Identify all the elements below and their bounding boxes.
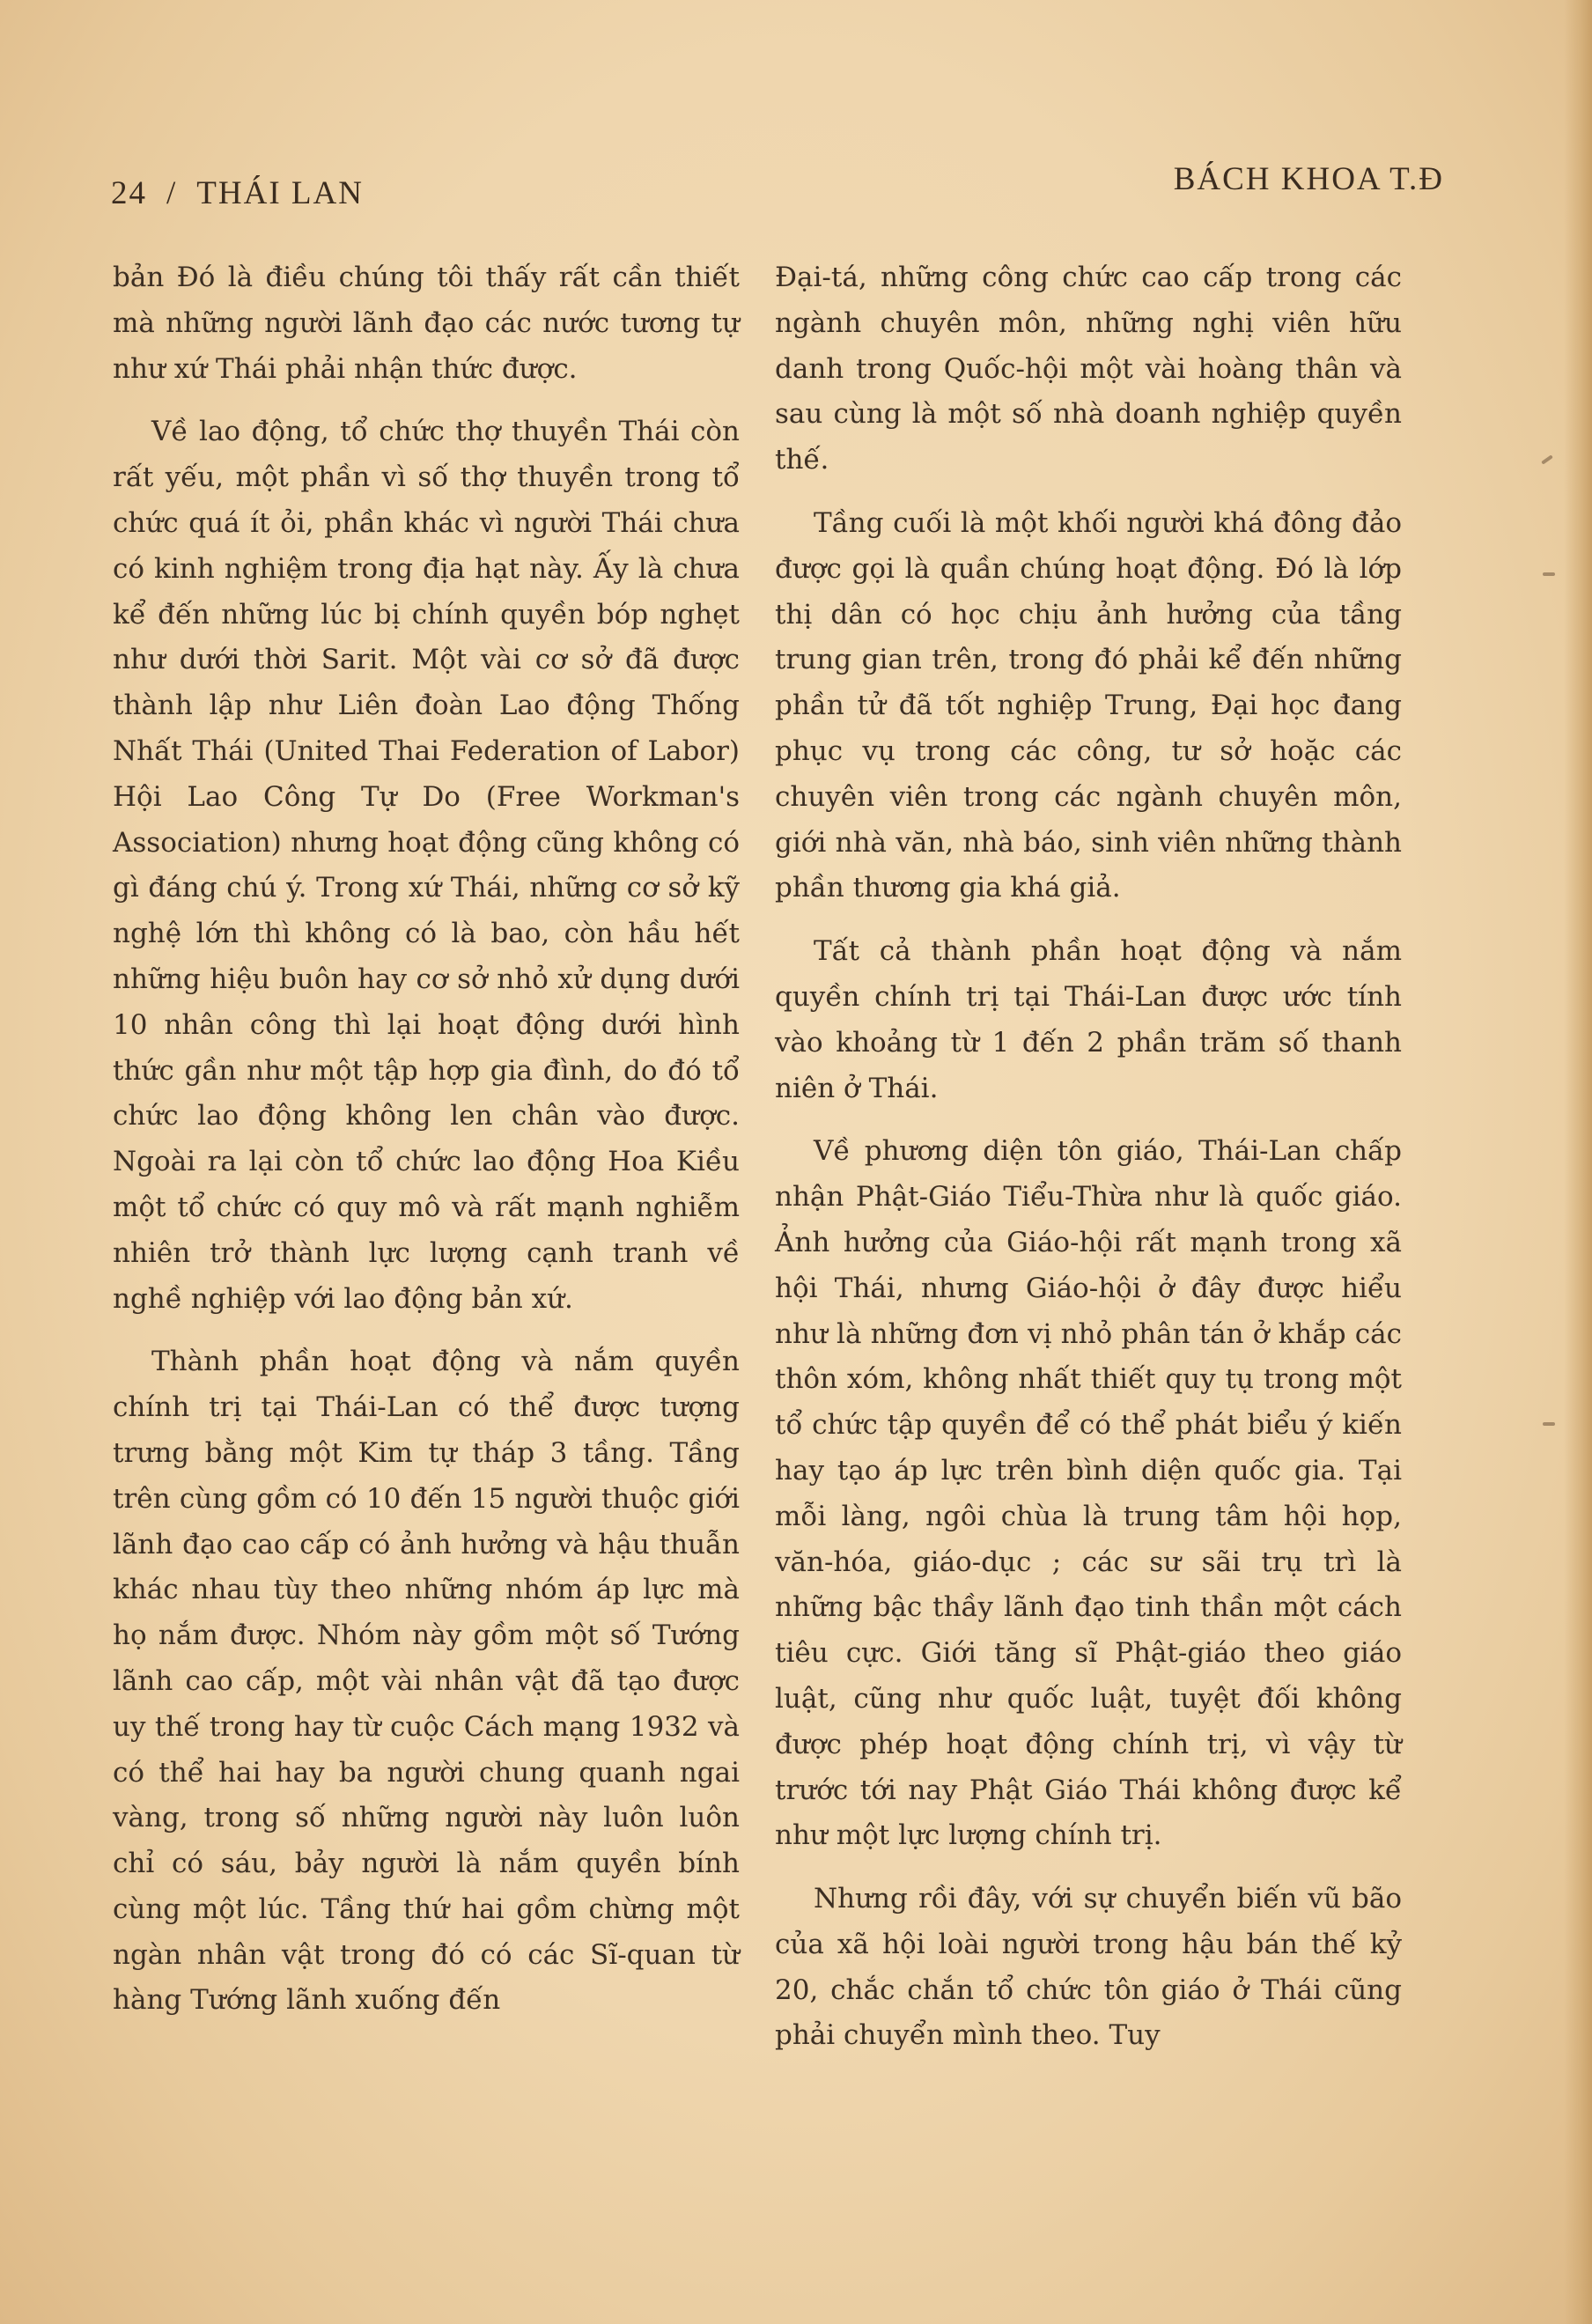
paper-mark [1543, 572, 1555, 576]
running-head-left [111, 174, 364, 212]
page-edge-shadow [1564, 0, 1592, 2324]
paragraph: Tầng cuối là một khối người khá đông đảo được gọi là quần chúng hoạt động. Đó là lớp thị dân có học chịu ảnh hưởng của tầng trung gian trên, trong đó phải kể đến những phần tử đã tốt nghiệp Trung, Đại học đang phục vụ trong các công, tư sở hoặc các chuyên viên trong các ngành chuyên môn, giới nhà văn, nhà báo, sinh viên những thành phần thương gia khá giả. [775, 506, 1402, 904]
header-separator: / [166, 175, 178, 211]
paragraph: Về phương diện tôn giáo, Thái-Lan chấp nhận Phật-Giáo Tiểu-Thừa như là quốc giáo. Ảnh hưởng của Giáo-hội rất mạnh trong xã hội Thái, nhưng Giáo-hội ở đây được hiểu như là những đơn vị nhỏ phân tán ở khắp các thôn xóm, không nhất thiết quy tụ trong một tổ chức tập quyền để có thể phát biểu ý kiến hay tạo áp lực trên bình diện quốc gia. Tại mỗi làng, ngôi chùa là trung tâm hội họp, văn-hóa, giáo-dục ; các sư sãi trụ trì là những bậc thầy lãnh đạo tinh thần một cách tiêu cực. Giới tăng sĩ Phật-giáo theo giáo luật, cũng như quốc luật, tuyệt đối không được phép hoạt động chính trị, vì vậy từ trước tới nay Phật Giáo Thái không được kể như một lực lượng chính trị. [775, 1135, 1402, 1852]
paragraph: bản Đó là điều chúng tôi thấy rất cần thiết mà những người lãnh đạo các nước tương tự như xứ Thái phải nhận thức được. [113, 262, 740, 385]
page-header [111, 161, 1444, 220]
paragraph: Nhưng rồi đây, với sự chuyển biến vũ bão của xã hội loài người trong hậu bán thế kỷ 20, chắc chắn tổ chức tôn giáo ở Thái cũng phải chuyển mình theo. Tuy [775, 1883, 1402, 2052]
section-title: THÁI LAN [196, 175, 364, 211]
page-number: 24 [111, 175, 147, 211]
paper-mark [1541, 454, 1553, 464]
publication-name: BÁCH KHOA T.Đ [1173, 161, 1444, 197]
paragraph: Thành phần hoạt động và nắm quyền chính trị tại Thái-Lan có thể được tượng trưng bằng một Kim tự tháp 3 tầng. Tầng trên cùng gồm có 10 đến 15 người thuộc giới lãnh đạo cao cấp có ảnh hưởng và hậu thuẫn khác nhau tùy theo những nhóm áp lực mà họ nắm được. Nhóm này gồm một số Tướng lãnh cao cấp, một vài nhân vật đã tạo được uy thế trong hay từ cuộc Cách mạng 1932 và có thể hai hay ba người chung quanh ngai vàng, trong số những người này luôn luôn chỉ có sáu, bảy người là nắm quyền bính cùng một lúc. Tầng thứ hai gồm chừng một ngàn nhân vật trong đó có các Sĩ-quan từ hàng Tướng lãnh xuống đến [113, 1346, 740, 2017]
paragraph: Đại-tá, những công chức cao cấp trong các ngành chuyên môn, những nghị viên hữu danh trong Quốc-hội một vài hoàng thân và sau cùng là một số nhà doanh nghiệp quyền thế. [775, 262, 1402, 476]
right-column [775, 255, 1402, 2219]
paragraph: Về lao động, tổ chức thợ thuyền Thái còn rất yếu, một phần vì số thợ thuyền trong tổ chức quá ít ỏi, phần khác vì người Thái chưa có kinh nghiệm trong địa hạt này. Ấy là chưa kể đến những lúc bị chính quyền bóp nghẹt như dưới thời Sarit. Một vài cơ sở đã được thành lập như Liên đoàn Lao động Thống Nhất Thái (United Thai Federation of Labor) Hội Lao Công Tự Do (Free Workman's Association) nhưng hoạt động cũng không có gì đáng chú ý. Trong xứ Thái, những cơ sở kỹ nghệ lớn thì không có là bao, còn hầu hết những hiệu buôn hay cơ sở nhỏ xử dụng dưới 10 nhân công thì lại hoạt động dưới hình thức gần như một tập hợp gia đình, do đó tổ chức lao động không len chân vào được. Ngoài ra lại còn tổ chức lao động Hoa Kiều một tổ chức có quy mô và rất mạnh nghiễm nhiên trở thành lực lượng cạnh tranh về nghề nghiệp với lao động bản xứ. [113, 416, 740, 1315]
paragraph: Tất cả thành phần hoạt động và nắm quyền chính trị tại Thái-Lan được ước tính vào khoảng từ 1 đến 2 phần trăm số thanh niên ở Thái. [775, 935, 1402, 1104]
paper-mark [1543, 1422, 1555, 1426]
left-column [113, 255, 740, 2219]
